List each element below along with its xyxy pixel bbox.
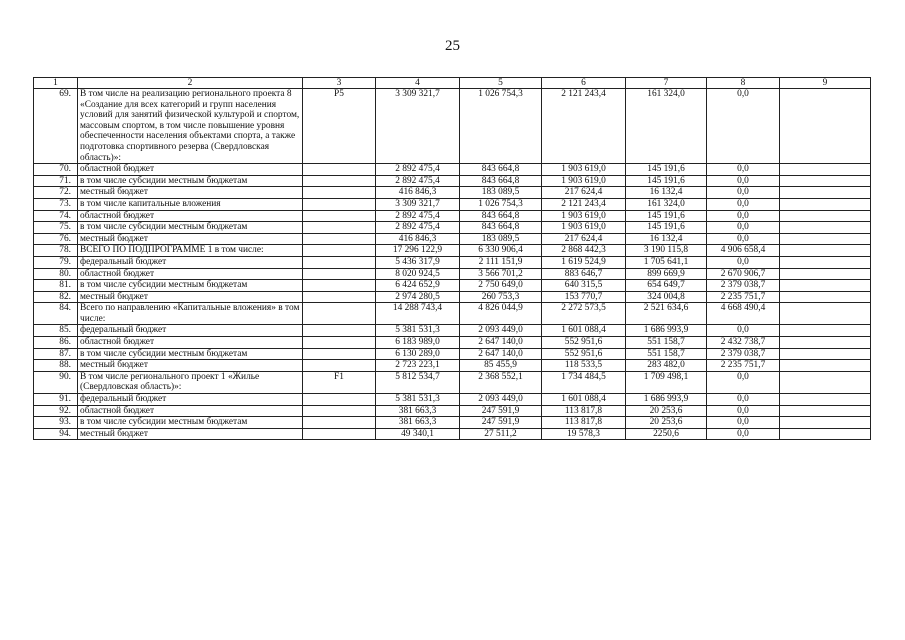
- table-cell-name: федеральный бюджет: [78, 325, 303, 337]
- table-cell-v6: 552 951,6: [542, 337, 626, 349]
- table-cell-v9: [780, 256, 871, 268]
- table-cell-code: [303, 428, 376, 440]
- table-cell-v4: 17 296 122,9: [376, 245, 460, 257]
- table-row: [34, 360, 871, 372]
- table-cell-num: 69.: [34, 89, 78, 164]
- table-cell-v8: 0,0: [707, 198, 780, 210]
- table-cell-num: 86.: [34, 337, 78, 349]
- table-cell-num: 71.: [34, 175, 78, 187]
- table-cell-v9: [780, 210, 871, 222]
- table-cell-name: в том числе субсидии местным бюджетам: [78, 175, 303, 187]
- table-cell-v5: 4 826 044,9: [460, 303, 542, 325]
- table-cell-code: [303, 187, 376, 199]
- table-cell-name: областной бюджет: [78, 337, 303, 349]
- table-cell-v7: 145 191,6: [626, 175, 707, 187]
- table-cell-v7: 20 253,6: [626, 417, 707, 429]
- column-header: 6: [542, 78, 626, 89]
- table-cell-v7: 324 004,8: [626, 291, 707, 303]
- table-cell-num: 74.: [34, 210, 78, 222]
- table-cell-v5: 843 664,8: [460, 175, 542, 187]
- table-cell-v9: [780, 245, 871, 257]
- table-cell-v9: [780, 187, 871, 199]
- table-cell-v8: 0,0: [707, 233, 780, 245]
- table-cell-v5: 2 647 140,0: [460, 348, 542, 360]
- table-cell-v4: 2 723 223,1: [376, 360, 460, 372]
- table-cell-num: 94.: [34, 428, 78, 440]
- table-cell-code: [303, 417, 376, 429]
- table-cell-v9: [780, 417, 871, 429]
- table-cell-v5: 3 566 701,2: [460, 268, 542, 280]
- column-header: 7: [626, 78, 707, 89]
- table-cell-name: областной бюджет: [78, 405, 303, 417]
- table-cell-v8: 0,0: [707, 256, 780, 268]
- table-cell-v4: 6 130 289,0: [376, 348, 460, 360]
- table-row: [34, 428, 871, 440]
- table-cell-name: областной бюджет: [78, 268, 303, 280]
- table-cell-v8: 2 670 906,7: [707, 268, 780, 280]
- table-cell-v9: [780, 89, 871, 164]
- table-cell-v9: [780, 291, 871, 303]
- column-header: 2: [78, 78, 303, 89]
- table-cell-v8: 0,0: [707, 89, 780, 164]
- table-cell-v4: 5 381 531,3: [376, 325, 460, 337]
- table-cell-name: федеральный бюджет: [78, 256, 303, 268]
- table-cell-num: 85.: [34, 325, 78, 337]
- table-cell-v5: 247 591,9: [460, 417, 542, 429]
- table-cell-v8: 0,0: [707, 325, 780, 337]
- table-cell-v8: 0,0: [707, 187, 780, 199]
- table-row: [34, 268, 871, 280]
- table-row: [34, 164, 871, 176]
- table-cell-v8: 0,0: [707, 371, 780, 393]
- table-cell-v5: 260 753,3: [460, 291, 542, 303]
- table-cell-v4: 6 183 989,0: [376, 337, 460, 349]
- table-row: [34, 303, 871, 325]
- table-cell-v7: 1 705 641,1: [626, 256, 707, 268]
- table-cell-v9: [780, 233, 871, 245]
- table-cell-code: [303, 245, 376, 257]
- table-cell-v7: 16 132,4: [626, 233, 707, 245]
- table-cell-num: 87.: [34, 348, 78, 360]
- table-cell-num: 78.: [34, 245, 78, 257]
- table-cell-v9: [780, 164, 871, 176]
- table-cell-name: В том числе регионального проект 1 «Жилье (Свердловская область)»:: [78, 371, 303, 393]
- table-cell-v6: 1 903 619,0: [542, 222, 626, 234]
- table-cell-v4: 2 892 475,4: [376, 210, 460, 222]
- column-header: 3: [303, 78, 376, 89]
- table-cell-num: 91.: [34, 394, 78, 406]
- table-row: [34, 337, 871, 349]
- table-cell-code: [303, 360, 376, 372]
- table-cell-code: [303, 268, 376, 280]
- table-cell-v6: 2 121 243,4: [542, 198, 626, 210]
- table-cell-v6: 2 868 442,3: [542, 245, 626, 257]
- table-cell-v7: 654 649,7: [626, 280, 707, 292]
- table-cell-v4: 2 974 280,5: [376, 291, 460, 303]
- table-row: [34, 256, 871, 268]
- table-cell-v5: 6 330 906,4: [460, 245, 542, 257]
- table-row: [34, 89, 871, 164]
- table-row: [34, 280, 871, 292]
- table-cell-v5: 1 026 754,3: [460, 198, 542, 210]
- table-cell-v8: 2 432 738,7: [707, 337, 780, 349]
- table-cell-v8: 0,0: [707, 405, 780, 417]
- table-cell-v6: 1 903 619,0: [542, 175, 626, 187]
- table-cell-v9: [780, 428, 871, 440]
- table-cell-v7: 899 669,9: [626, 268, 707, 280]
- table-cell-v9: [780, 360, 871, 372]
- table-cell-v9: [780, 198, 871, 210]
- table-cell-name: в том числе субсидии местным бюджетам: [78, 222, 303, 234]
- table-cell-v6: 883 646,7: [542, 268, 626, 280]
- table-cell-num: 82.: [34, 291, 78, 303]
- table-cell-v5: 183 089,5: [460, 233, 542, 245]
- table-cell-num: 80.: [34, 268, 78, 280]
- table-cell-v5: 2 647 140,0: [460, 337, 542, 349]
- table-cell-name: областной бюджет: [78, 164, 303, 176]
- table-cell-name: местный бюджет: [78, 360, 303, 372]
- table-cell-v8: 0,0: [707, 222, 780, 234]
- table-cell-code: [303, 405, 376, 417]
- table-header-row: [34, 78, 871, 89]
- table-cell-v4: 416 846,3: [376, 187, 460, 199]
- table-row: [34, 175, 871, 187]
- table-row: [34, 210, 871, 222]
- table-cell-num: 72.: [34, 187, 78, 199]
- table-cell-v7: 145 191,6: [626, 210, 707, 222]
- table-cell-v4: 381 663,3: [376, 417, 460, 429]
- table-cell-name: местный бюджет: [78, 187, 303, 199]
- table-row: [34, 291, 871, 303]
- column-header: 1: [34, 78, 78, 89]
- page-number: 25: [445, 38, 460, 54]
- table-cell-v6: 1 903 619,0: [542, 210, 626, 222]
- table-cell-v7: 3 190 115,8: [626, 245, 707, 257]
- table-cell-name: ВСЕГО ПО ПОДПРОГРАММЕ 1 в том числе:: [78, 245, 303, 257]
- table-cell-code: [303, 325, 376, 337]
- table-cell-v4: 2 892 475,4: [376, 164, 460, 176]
- table-cell-v4: 2 892 475,4: [376, 175, 460, 187]
- table-cell-v8: 0,0: [707, 394, 780, 406]
- table-cell-v4: 5 436 317,9: [376, 256, 460, 268]
- table-cell-name: В том числе на реализацию регионального проекта 8 «Создание для всех категорий и групп населения условий для занятий физической культурой и спортом, массовым спортом, в том числе повышение уровня обеспеченности населения объектами спорта, а также подготовка спортивного резерва (Свердловская область)»:: [78, 89, 303, 164]
- table-cell-num: 90.: [34, 371, 78, 393]
- table-cell-v6: 640 315,5: [542, 280, 626, 292]
- table-cell-v6: 1 734 484,5: [542, 371, 626, 393]
- table-cell-v6: 1 601 088,4: [542, 394, 626, 406]
- table-cell-v5: 2 093 449,0: [460, 394, 542, 406]
- table-cell-v6: 113 817,8: [542, 405, 626, 417]
- table-cell-v4: 14 288 743,4: [376, 303, 460, 325]
- table-cell-v5: 843 664,8: [460, 210, 542, 222]
- table-cell-v9: [780, 394, 871, 406]
- table-cell-name: местный бюджет: [78, 233, 303, 245]
- table-cell-v9: [780, 268, 871, 280]
- table-cell-num: 75.: [34, 222, 78, 234]
- table-cell-code: [303, 256, 376, 268]
- table-cell-v6: 217 624,4: [542, 187, 626, 199]
- column-header: 4: [376, 78, 460, 89]
- table-cell-v8: 0,0: [707, 428, 780, 440]
- table-cell-v7: 551 158,7: [626, 348, 707, 360]
- table-cell-v7: 1 686 993,9: [626, 394, 707, 406]
- table-row: [34, 325, 871, 337]
- table-row: [34, 222, 871, 234]
- table-cell-v7: 2250,6: [626, 428, 707, 440]
- table-cell-v8: 0,0: [707, 175, 780, 187]
- table-cell-v4: 2 892 475,4: [376, 222, 460, 234]
- table-cell-num: 79.: [34, 256, 78, 268]
- table-cell-code: [303, 175, 376, 187]
- table-cell-v7: 2 521 634,6: [626, 303, 707, 325]
- table-cell-code: [303, 303, 376, 325]
- table-cell-num: 84.: [34, 303, 78, 325]
- table-cell-name: Всего по направлению «Капитальные вложения» в том числе:: [78, 303, 303, 325]
- table-cell-v8: 2 235 751,7: [707, 291, 780, 303]
- table-cell-v9: [780, 303, 871, 325]
- table-cell-v5: 85 455,9: [460, 360, 542, 372]
- table-cell-v7: 20 253,6: [626, 405, 707, 417]
- table-cell-name: федеральный бюджет: [78, 394, 303, 406]
- table-cell-v7: 283 482,0: [626, 360, 707, 372]
- table-cell-v5: 843 664,8: [460, 164, 542, 176]
- table-cell-code: [303, 337, 376, 349]
- table-cell-v5: 2 093 449,0: [460, 325, 542, 337]
- table-cell-v8: 2 235 751,7: [707, 360, 780, 372]
- table-cell-v6: 217 624,4: [542, 233, 626, 245]
- table-cell-num: 93.: [34, 417, 78, 429]
- table-cell-code: [303, 198, 376, 210]
- table-cell-v6: 1 903 619,0: [542, 164, 626, 176]
- table-cell-num: 76.: [34, 233, 78, 245]
- table-cell-v5: 2 368 552,1: [460, 371, 542, 393]
- table-cell-code: [303, 280, 376, 292]
- table-cell-num: 73.: [34, 198, 78, 210]
- table-cell-v5: 183 089,5: [460, 187, 542, 199]
- table-cell-v8: 0,0: [707, 417, 780, 429]
- table-cell-v4: 5 381 531,3: [376, 394, 460, 406]
- table-cell-name: в том числе субсидии местным бюджетам: [78, 417, 303, 429]
- table-cell-v5: 1 026 754,3: [460, 89, 542, 164]
- table-cell-code: [303, 394, 376, 406]
- table-cell-v6: 153 770,7: [542, 291, 626, 303]
- table-cell-num: 92.: [34, 405, 78, 417]
- table-cell-v7: 161 324,0: [626, 198, 707, 210]
- table-cell-code: [303, 348, 376, 360]
- table-cell-v8: 2 379 038,7: [707, 348, 780, 360]
- table-cell-v6: 2 121 243,4: [542, 89, 626, 164]
- table-cell-code: F1: [303, 371, 376, 393]
- table-cell-v9: [780, 348, 871, 360]
- table-row: [34, 233, 871, 245]
- table-cell-v4: 3 309 321,7: [376, 198, 460, 210]
- table-row: [34, 405, 871, 417]
- table-cell-v4: 3 309 321,7: [376, 89, 460, 164]
- table-cell-v7: 145 191,6: [626, 222, 707, 234]
- table-cell-v7: 145 191,6: [626, 164, 707, 176]
- table-cell-v9: [780, 325, 871, 337]
- table-cell-v4: 49 340,1: [376, 428, 460, 440]
- table-cell-v8: 4 906 658,4: [707, 245, 780, 257]
- table-cell-v9: [780, 405, 871, 417]
- table-cell-v4: 8 020 924,5: [376, 268, 460, 280]
- table-cell-v6: 118 533,5: [542, 360, 626, 372]
- table-cell-v8: 0,0: [707, 210, 780, 222]
- table-cell-v9: [780, 280, 871, 292]
- column-header: 9: [780, 78, 871, 89]
- table-cell-v5: 27 511,2: [460, 428, 542, 440]
- table-cell-v6: 1 619 524,9: [542, 256, 626, 268]
- table-cell-v7: 1 709 498,1: [626, 371, 707, 393]
- table-cell-v6: 2 272 573,5: [542, 303, 626, 325]
- table-cell-v7: 551 158,7: [626, 337, 707, 349]
- table-body: [34, 89, 871, 440]
- table-cell-num: 88.: [34, 360, 78, 372]
- table-cell-name: в том числе капитальные вложения: [78, 198, 303, 210]
- table-cell-num: 81.: [34, 280, 78, 292]
- table-cell-v9: [780, 175, 871, 187]
- table-cell-v4: 416 846,3: [376, 233, 460, 245]
- table-cell-v6: 113 817,8: [542, 417, 626, 429]
- budget-table: [33, 77, 871, 440]
- table-cell-v8: 4 668 490,4: [707, 303, 780, 325]
- table-cell-v5: 2 111 151,9: [460, 256, 542, 268]
- table-cell-name: в том числе субсидии местным бюджетам: [78, 348, 303, 360]
- table-cell-v9: [780, 371, 871, 393]
- table-cell-v9: [780, 222, 871, 234]
- table-cell-v5: 2 750 649,0: [460, 280, 542, 292]
- table-cell-name: местный бюджет: [78, 291, 303, 303]
- table-cell-code: P5: [303, 89, 376, 164]
- table-cell-num: 70.: [34, 164, 78, 176]
- table-cell-code: [303, 210, 376, 222]
- table-cell-v6: 19 578,3: [542, 428, 626, 440]
- table-row: [34, 417, 871, 429]
- table-row: [34, 348, 871, 360]
- table-cell-v7: 161 324,0: [626, 89, 707, 164]
- table-cell-v5: 247 591,9: [460, 405, 542, 417]
- table-cell-v4: 5 812 534,7: [376, 371, 460, 393]
- table-cell-name: областной бюджет: [78, 210, 303, 222]
- table-cell-v4: 381 663,3: [376, 405, 460, 417]
- table-cell-v7: 16 132,4: [626, 187, 707, 199]
- table-row: [34, 245, 871, 257]
- table-cell-v9: [780, 337, 871, 349]
- table-cell-name: в том числе субсидии местным бюджетам: [78, 280, 303, 292]
- table-cell-v4: 6 424 652,9: [376, 280, 460, 292]
- table-cell-v6: 1 601 088,4: [542, 325, 626, 337]
- table-cell-name: местный бюджет: [78, 428, 303, 440]
- table-row: [34, 187, 871, 199]
- table-cell-code: [303, 164, 376, 176]
- table-row: [34, 394, 871, 406]
- table-cell-v5: 843 664,8: [460, 222, 542, 234]
- table-cell-code: [303, 233, 376, 245]
- table-row: [34, 371, 871, 393]
- table-row: [34, 198, 871, 210]
- column-header: 8: [707, 78, 780, 89]
- table-cell-code: [303, 291, 376, 303]
- table-cell-code: [303, 222, 376, 234]
- column-header: 5: [460, 78, 542, 89]
- table-cell-v8: 2 379 038,7: [707, 280, 780, 292]
- table-cell-v6: 552 951,6: [542, 348, 626, 360]
- table-cell-v7: 1 686 993,9: [626, 325, 707, 337]
- table-cell-v8: 0,0: [707, 164, 780, 176]
